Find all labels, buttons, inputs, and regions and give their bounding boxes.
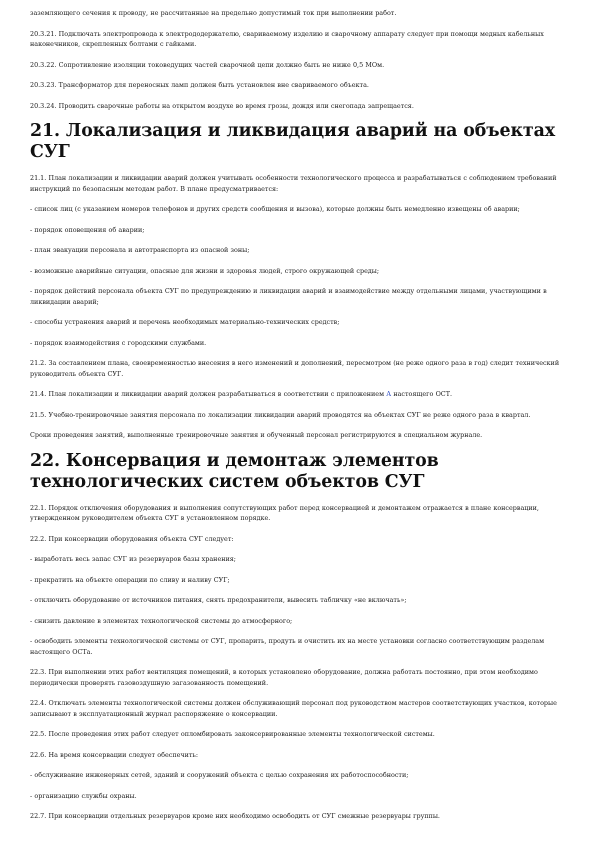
- paragraph: 20.3.22. Сопротивление изоляции токоведущих частей сварочной цепи должно быть не ниже 0,5 МОм.: [30, 60, 385, 69]
- list-item: - порядок оповещения об аварии;: [30, 225, 145, 234]
- paragraph: 22.4. Отключать элементы технологической системы должен обслуживающий персонал под руководством мастеров соответствующих участков, которые записывают в эксплуатационный журнал распоряжение о консервации.: [30, 699, 557, 718]
- paragraph: 21.1. План локализации и ликвидации аварий должен учитывать особенности технологического процесса и разрабатываться с соблюдением требований инструкций по безопасным методам работ. В плане предусматривается:: [30, 174, 557, 193]
- list-item: - организацию службы охраны.: [30, 791, 137, 800]
- paragraph: 22.6. На время консервации следует обеспечить:: [30, 750, 199, 759]
- list-item: - снизить давление в элементах технологической системы до атмосферного;: [30, 616, 293, 625]
- paragraph: 20.3.23. Трансформатор для переносных ламп должен быть установлен вне свариваемого объекта.: [30, 81, 369, 89]
- paragraph: 22.1. Порядок отключения оборудования и выполнения сопутствующих работ перед консервацией и демонтажем отражается в плане консервации, утвержденном руководителем объекта СУГ в установленном порядке.: [30, 503, 539, 522]
- list-item: - порядок действий персонала объекта СУГ по предупреждению и ликвидации аварий и взаимодействие между отдельными лицами, участвующими в ликвидации аварий;: [30, 287, 547, 306]
- list-item: - обслуживание инженерных сетей, зданий и сооружений объекта с целью сохранения их работоспособности;: [30, 771, 409, 779]
- paragraph: Сроки проведения занятий, выполненные тренировочные занятия и обученный персонал регистрируются в специальном журнале.: [30, 431, 483, 439]
- paragraph: 21.2. За составлением плана, своевременностью внесения в него изменений и дополнений, пересмотром (не реже одного раза в год) следит технический руководитель объекта СУГ.: [30, 359, 560, 378]
- list-item: - порядок взаимодействия с городскими службами.: [30, 338, 207, 347]
- list-item: - прекратить на объекте операции по сливу и наливу СУГ;: [30, 575, 230, 584]
- list-item: - возможные аварийные ситуации, опасные для жизни и здоровья людей, строго окружающей среды;: [30, 266, 380, 275]
- list-item: - список лиц (с указанием номеров телефонов и других средств сообщения и вызова), которые должны быть немедленно извещены об аварии;: [30, 205, 520, 213]
- paragraph: 20.3.24. Проводить сварочные работы на открытом воздухе во время грозы, дождя или снегопада запрещается.: [30, 101, 414, 110]
- paragraph: 20.3.21. Подключать электропровода к электрододержателю, свариваемому изделию и сварочному аппарату следует при помощи медных кабельных наконечников, скрепленных болтами с гайками.: [30, 29, 544, 48]
- list-item: - способы устранения аварий и перечень необходимых материально-технических средств;: [30, 318, 340, 326]
- list-item: - выработать весь запас СУГ из резервуаров базы хранения;: [30, 555, 236, 563]
- section-22-heading: 22. Консервация и демонтаж элементов технологических систем объектов СУГ: [30, 450, 439, 492]
- list-item: - отключить оборудование от источников питания, снять предохранители, вывесить табличку «не включать»;: [30, 596, 407, 604]
- paragraph: 21.5. Учебно-тренировочные занятия персонала по локализации ликвидации аварий проводятся на объектах СУГ не реже одного раза в квартал.: [30, 410, 531, 419]
- section-21-heading: 21. Локализация и ликвидация аварий на объектах СУГ: [30, 121, 556, 162]
- document-page: [30, 8, 565, 832]
- paragraph: 22.3. При выполнении этих работ вентиляция помещений, в которых установлено оборудование, должна работать постоянно, при этом необходимо периодически проверять газовоздушную загазованность помещений.: [30, 668, 538, 687]
- paragraph: [30, 389, 565, 400]
- paragraph: 22.5. После проведения этих работ следует опломбировать законсервированные элементы технологической системы.: [30, 730, 435, 738]
- paragraph-text: настоящего ОСТ.: [391, 390, 452, 398]
- paragraph: заземляющего сечения к проводу, не рассчитанные на предельно допустимый ток при выполнении работ.: [30, 9, 397, 17]
- list-item: - освободить элементы технологической системы от СУГ, пропарить, продуть и очистить их на месте установки согласно соответствующим разделам настоящего ОСТа.: [30, 637, 545, 656]
- list-item: - план эвакуации персонала и автотранспорта из опасной зоны;: [30, 246, 250, 254]
- appendix-link[interactable]: А: [386, 390, 392, 398]
- paragraph: 22.7. При консервации отдельных резервуаров кроме них необходимо освободить от СУГ смежные резервуары группы.: [30, 812, 440, 820]
- paragraph: 22.2. При консервации оборудования объекта СУГ следует:: [30, 534, 234, 543]
- paragraph-text: 21.4. План локализации и ликвидации аварий должен разрабатываться в соответствии с приложением: [30, 390, 387, 398]
